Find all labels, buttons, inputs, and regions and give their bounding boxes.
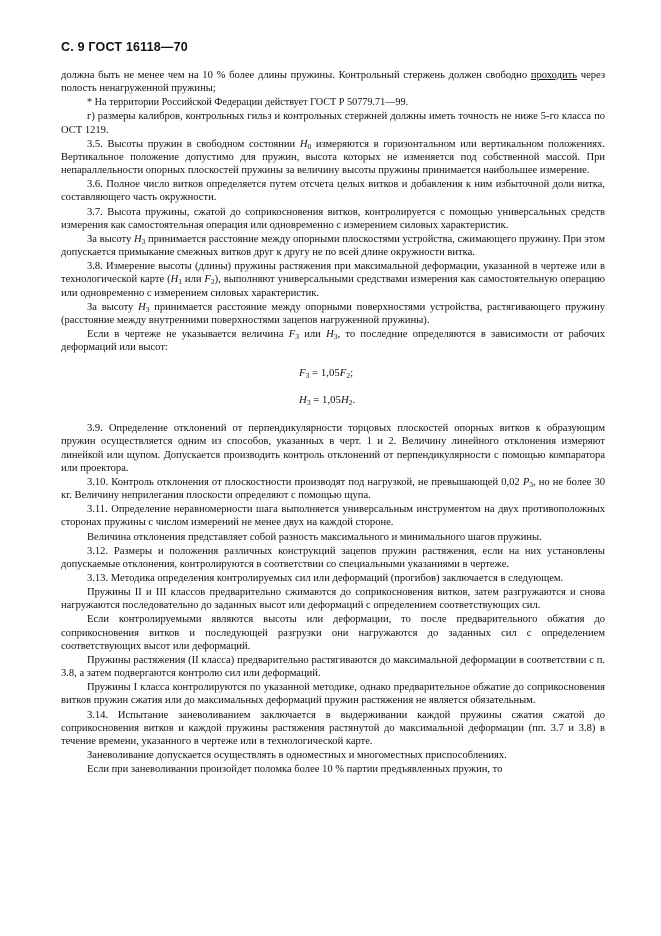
- formula-h3: $H_3 = 1,05H_2$.: [299, 394, 356, 408]
- paragraph-3-6: 3.6. Полное число витков определяется путем отсчета целых витков и добавления к ним избыточной доли витка, составляющего часть окружности.: [61, 179, 605, 204]
- paragraph-fixtures: Заневоливание допускается осуществлять в одноместных и многоместных приспособлениях.: [87, 750, 507, 762]
- paragraph-3-14: 3.14. Испытание заневоливанием заключается в выдерживании каждой пружины сжатия сжатой до соприкосновения витков и каждой пружины растяжения растянутой до максимальной деформации (пп. 3.7 и 3.8) в течение времени, указанного в чертеже или в технологической карте.: [61, 709, 605, 747]
- paragraph-breakage: Если при заневоливании произойдет поломка более 10 % партии предъявленных пружин, то: [87, 764, 503, 776]
- paragraph-3-13: 3.13. Методика определения контролируемых сил или деформаций (прогибов) заключается в следующем.: [87, 573, 564, 584]
- paragraph-item-g: г) размеры калибров, контрольных гильз и контрольных стержней должны иметь точность не ниже 5-го класса по ОСТ 1219.: [61, 111, 605, 136]
- formula-block: [61, 360, 605, 414]
- underlined-word: проходить: [530, 70, 578, 81]
- paragraph-tension-springs: Пружины растяжения (II класса) предварительно растягиваются до максимальной деформации в соответствии с п. 3.8, а затем подвергаются контролю сил или деформаций.: [61, 654, 605, 680]
- paragraph-3-8-values: Если в чертеже не указывается величина $F_3$ или $H_3$, то последние определяются в зависимости от рабочих деформаций или высот:: [61, 328, 605, 354]
- paragraph-class-1: Пружины I класса контролируются по указанной методике, однако предварительное обжатие до соприкосновения витков пружин сжатия или до максимальных деформаций пружин растяжения не является обязательным.: [61, 682, 605, 707]
- paragraph-3-8: 3.8. Измерение высоты (длины) пружины растяжения при максимальной деформации, указанной в чертеже или в технологической карте ($H_1$ или $F_2$), выполняют универсальными средствами измерения как самостоятельную операцию или одновременно с измерением силовых характеристик.: [61, 261, 605, 299]
- paragraph-3-12: 3.12. Размеры и положения различных конструкций зацепов пружин растяжения, если на них установлены допускаемые отклонения, контролируются в соответствии со специальными указаниями в чертеже.: [61, 545, 605, 570]
- paragraph-classes-2-3: Пружины II и III классов предварительно сжимаются до соприкосновения витков, затем разгружаются и снова нагружаются последовательно до заданных высот или деформаций с определением соответствующих сил.: [61, 587, 605, 612]
- footnote: * На территории Российской Федерации действует ГОСТ Р 50779.71—99.: [87, 97, 409, 109]
- paragraph-continuation: должна быть не менее чем на 10 % более длины пружины. Контрольный стержень должен свободно проходить через полость ненагруженной пружины;: [61, 70, 605, 95]
- paragraph-controlled-heights: Если контролируемыми являются высоты или деформации, то после предварительного обжатия до соприкосновения витков и последующей разгрузки они нагружаются до заданных сил с определением соответствующих высот или деформаций.: [61, 614, 605, 652]
- paragraph-3-11: 3.11. Определение неравномерности шага выполняется универсальным инструментом на двух противоположных сторонах пружины с числом измерений не менее двух на каждой стороне.: [61, 504, 605, 529]
- paragraph-3-8-height: За высоту $H_3$ принимается расстояние между опорными поверхностями устройства, растягивающего пружину (расстояние между внутренними поверхностями зацепов нагруженной пружины).: [61, 301, 605, 326]
- paragraph-3-9: 3.9. Определение отклонений от перпендикулярности торцовых плоскостей опорных витков к образующим пружин осуществляется одним из способов, указанных в черт. 1 и 2. Величину линейного отклонения измеряют линейкой или щупом. Допускается производить контроль отклонений от перпендикулярности с помощью компаратора или проектора.: [61, 423, 605, 474]
- paragraph-3-10: 3.10. Контроль отклонения от плоскостности производят под нагрузкой, не превышающей 0,02 $P_3$, но не более 30 кг. Величину неприлегания плоскости определяют с помощью щупа.: [61, 476, 605, 502]
- document-body: [61, 69, 605, 777]
- paragraph-3-5: 3.5. Высоты пружин в свободном состоянии $H_0$ измеряются в горизонтальном или вертикальном положениях. Вертикальное положение допустимо для пружин, высота которых не изменяется под собственной массой. При непараллельности опорных плоскостей пружины за величину высоты пружины принимается наибольшее измерение.: [61, 138, 605, 177]
- paragraph-3-7: 3.7. Высота пружины, сжатой до соприкосновения витков, контролируется с помощью универсальных средств измерения как самостоятельная операция или одновременно с измерением силовых характеристик.: [61, 206, 605, 231]
- paragraph-3-7-height: За высоту $H_3$ принимается расстояние между опорными плоскостями устройства, сжимающего пружину. При этом допускается примыкание смежных витков друг к другу не по всей длине окружности витка.: [61, 233, 605, 259]
- paragraph-3-11-deviation: Величина отклонения представляет собой разность максимального и минимального шагов пружины.: [87, 531, 542, 543]
- page-header: С. 9 ГОСТ 16118—70: [61, 40, 188, 54]
- formula-f3: $F_3 = 1,05F_2$;: [299, 367, 354, 381]
